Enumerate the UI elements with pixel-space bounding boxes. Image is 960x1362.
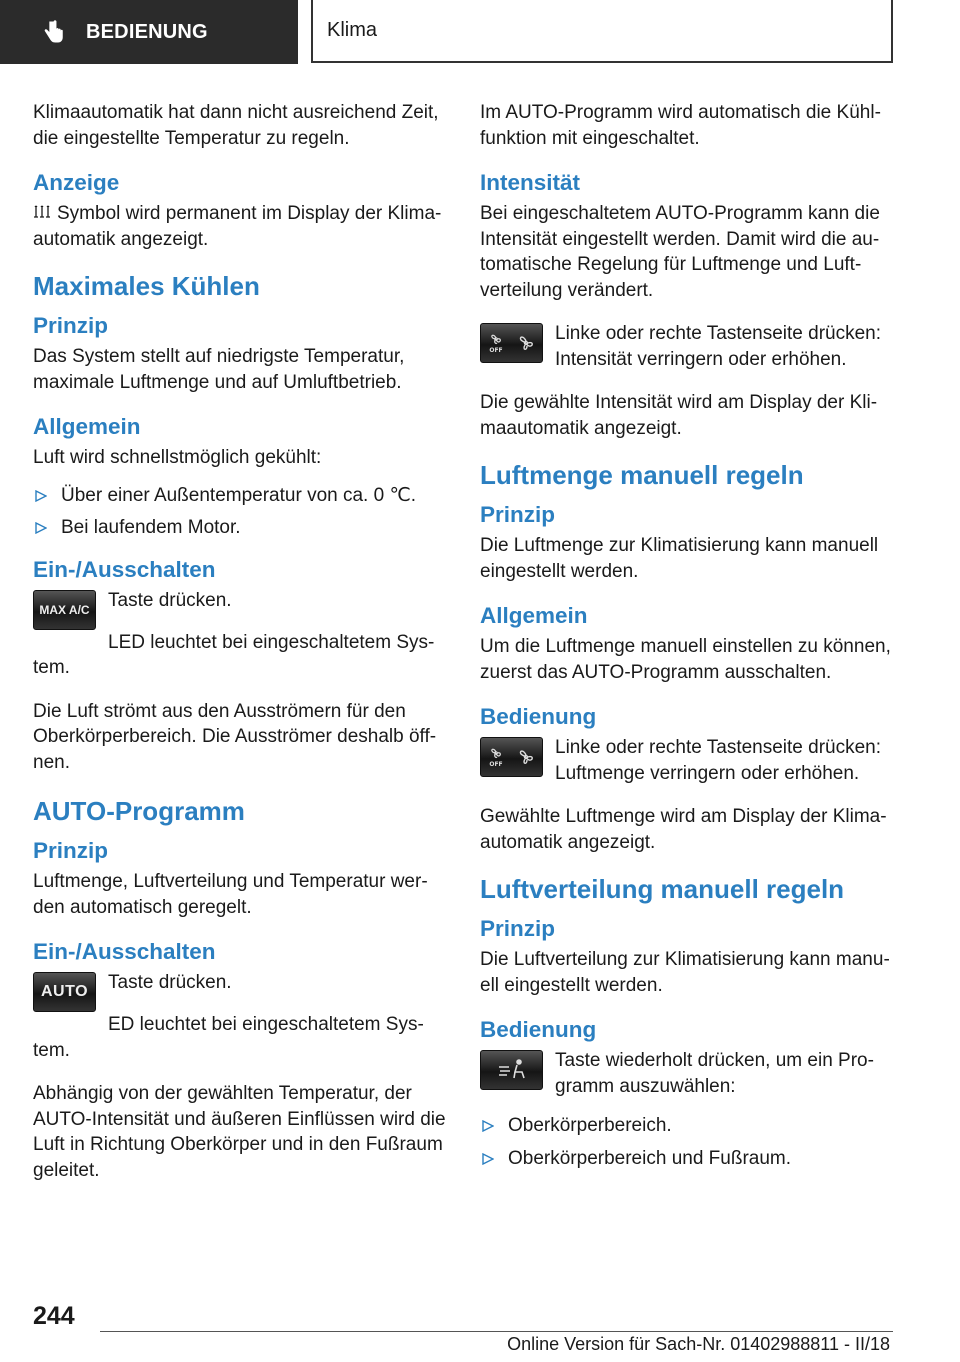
heading-anzeige: Anzeige — [33, 170, 120, 195]
paragraph: Taste wiederholt drücken, um ein Programm auszuwählen: — [555, 1050, 874, 1097]
paragraph: Die Luftverteilung zur Klimatisierung kann manuell eingestellt werden. — [480, 949, 890, 996]
hand-icon — [40, 18, 68, 46]
heading-bedienung: Bedienung — [480, 1017, 597, 1042]
svg-text:OFF: OFF — [489, 347, 503, 354]
heading-maximales-kuehlen: Maximales Kühlen — [33, 271, 260, 301]
heading-luftverteilung-manuell: Luftverteilung manuell regeln — [480, 874, 845, 904]
paragraph: Gewählte Luftmenge wird am Display der Klimaautomatik angezeigt. — [480, 806, 887, 853]
fan-rocker-button — [480, 737, 543, 777]
air-distribution-button — [480, 1050, 543, 1090]
heading-allgemein: Allgemein — [33, 414, 141, 439]
paragraph: Klimaautomatik hat dann nicht ausreichend Zeit, die eingestellte Temperatur zu regeln. — [33, 102, 439, 149]
page-number: 244 — [33, 1302, 75, 1330]
paragraph: Linke oder rechte Tastenseite drücken: Luftmenge verringern oder erhöhen. — [555, 737, 882, 784]
bullet-list — [480, 1113, 898, 1171]
svg-text:OFF: OFF — [489, 761, 503, 768]
paragraph: Die Luft strömt aus den Ausströmern für den Oberkörperbereich. Die Ausströmer deshalb öffnen. — [33, 700, 437, 773]
button-instruction — [480, 1048, 898, 1099]
max-ac-button: MAX A/C — [33, 590, 96, 630]
list-item: Bei laufendem Motor. — [33, 515, 451, 541]
button-instruction — [480, 735, 898, 786]
heading-ein-ausschalten: Ein-/Ausschalten — [33, 556, 216, 582]
paragraph: Luft wird schnellstmöglich gekühlt: — [33, 447, 322, 468]
paragraph: Bei eingeschaltetem AUTO-Programm kann die Intensität eingestellt werden. Damit wird die automatische Regelung für Luftmenge und Luftverteilung verändert. — [480, 203, 880, 301]
paragraph: Im AUTO-Programm wird automatisch die Kühlfunktion mit eingeschaltet. — [480, 102, 881, 149]
paragraph: Die gewählte Intensität wird am Display der Klimaautomatik angezeigt. — [480, 392, 878, 439]
fan-small-icon — [487, 332, 505, 354]
fan-rocker-button — [480, 323, 543, 363]
paragraph: Abhängig von der gewählten Temperatur, der AUTO-Intensität und äußeren Einflüssen wird die Luft in Richtung Oberkörper und in den Fußraum geleitet. — [33, 1083, 446, 1181]
section-tab — [0, 0, 298, 64]
cooling-symbol-icon — [33, 204, 51, 220]
heading-intensitaet: Intensität — [480, 170, 581, 195]
paragraph: Luftmenge, Luftverteilung und Temperatur werden automatisch geregelt. — [33, 871, 428, 918]
paragraph: Symbol wird permanent im Display der Klimaautomatik angezeigt. — [33, 203, 442, 250]
heading-prinzip: Prinzip — [480, 502, 556, 527]
list-item: Über einer Außentemperatur von ca. 0 ℃. — [33, 483, 451, 509]
fan-large-icon — [516, 747, 536, 767]
paragraph: Das System stellt auf niedrigste Temperatur, maximale Luftmenge und auf Umluftbetrieb. — [33, 346, 405, 393]
paragraph: LED leuchtet bei eingeschaltetem System. — [33, 631, 435, 678]
fan-small-icon — [487, 746, 505, 768]
heading-bedienung: Bedienung — [480, 704, 597, 729]
button-instruction: AUTO Taste drücken. — [33, 970, 451, 1012]
button-instruction — [480, 321, 898, 372]
triangle-bullet-icon — [482, 1120, 494, 1132]
fan-large-icon — [516, 333, 536, 353]
chapter-header — [311, 0, 893, 63]
triangle-bullet-icon — [482, 1153, 494, 1165]
paragraph: Um die Luftmenge manuell einstellen zu können, zuerst das AUTO-Programm ausschalten. — [480, 636, 891, 683]
button-instruction: MAX A/C Taste drücken. — [33, 588, 451, 630]
paragraph: Linke oder rechte Tastenseite drücken: Intensität verringern oder erhöhen. — [555, 323, 882, 370]
triangle-bullet-icon — [35, 490, 47, 502]
heading-prinzip: Prinzip — [33, 313, 109, 338]
right-column — [480, 100, 898, 1178]
section-title: BEDIENUNG — [86, 20, 208, 43]
bullet-list — [33, 483, 451, 541]
auto-button: AUTO — [33, 972, 96, 1012]
list-item: Oberkörperbereich und Fußraum. — [480, 1146, 898, 1172]
list-item: Oberkörperbereich. — [480, 1113, 898, 1139]
heading-auto-programm: AUTO-Programm — [33, 796, 245, 826]
left-column — [33, 100, 451, 1183]
triangle-bullet-icon — [35, 522, 47, 534]
footer-divider — [100, 1331, 893, 1332]
heading-prinzip: Prinzip — [480, 916, 556, 941]
heading-luftmenge-manuell: Luftmenge manuell regeln — [480, 460, 804, 490]
heading-ein-ausschalten: Ein-/Ausschalten — [33, 939, 216, 964]
chapter-title: Klima — [327, 19, 378, 41]
paragraph: ED leuchtet bei eingeschaltetem System. — [33, 1014, 424, 1061]
air-distribution-icon — [495, 1058, 529, 1082]
heading-prinzip: Prinzip — [33, 838, 109, 863]
footer-version: Online Version für Sach-Nr. 01402988811 - II/18 — [507, 1334, 890, 1354]
heading-allgemein: Allgemein — [480, 603, 588, 628]
paragraph: Die Luftmenge zur Klimatisierung kann manuell eingestellt werden. — [480, 535, 879, 582]
